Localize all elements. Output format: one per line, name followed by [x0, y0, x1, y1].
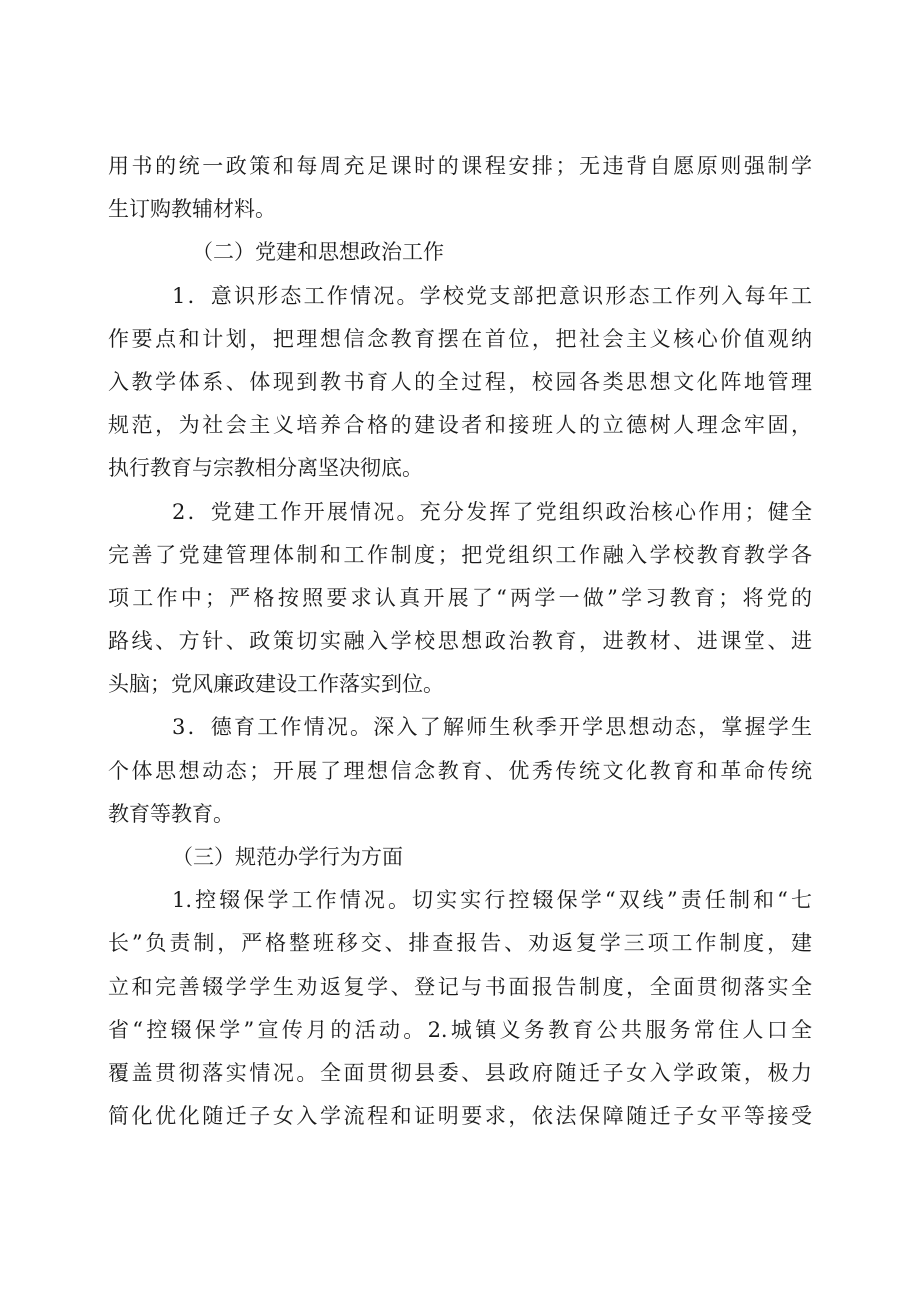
text-line: 个体思想动态；开展了理想信念教育、优秀传统文化教育和革命传统: [108, 758, 812, 783]
text-line: 规范，为社会主义培养合格的建设者和接班人的立德树人理念牢固，: [108, 413, 812, 438]
text-line: 2．党建工作开展情况。充分发挥了党组织政治核心作用；健全: [172, 499, 812, 524]
text-line: 用书的统一政策和每周充足课时的课程安排；无违背自愿原则强制学: [108, 154, 812, 178]
text-line: 简化优化随迁子女入学流程和证明要求，依法保障随迁子女平等接受: [108, 1104, 812, 1129]
document-body: [108, 145, 812, 1138]
text-line: 立和完善辍学学生劝返复学、登记与书面报告制度，全面贯彻落实全: [108, 974, 812, 999]
text-line: 执行教育与宗教相分离坚决彻底。: [108, 456, 423, 481]
text-line: 作要点和计划，把理想信念教育摆在首位，把社会主义核心价值观纳: [108, 326, 812, 351]
text-line: 省“控辍保学”宣传月的活动。2.城镇义务教育公共服务常住人口全: [108, 1017, 812, 1042]
text-line: 1.控辍保学工作情况。切实实行控辍保学“双线”责任制和“七: [172, 888, 812, 913]
text-line: 项工作中；严格按照要求认真开展了“两学一做”学习教育；将党的: [108, 585, 812, 610]
text-line: 生订购教辅材料。: [108, 197, 276, 222]
text-line: 教育等教育。: [108, 801, 234, 826]
text-line: 3．德育工作情况。深入了解师生秋季开学思想动态，掌握学生: [172, 715, 812, 740]
text-line: 完善了党建管理体制和工作制度；把党组织工作融入学校教育教学各: [108, 542, 812, 567]
text-line: （三）规范办学行为方面: [172, 845, 403, 869]
text-line: （二）党建和思想政治工作: [192, 240, 444, 265]
text-line: 头脑；党风廉政建设工作落实到位。: [108, 672, 444, 697]
text-line: 入教学体系、体现到教书育人的全过程，校园各类思想文化阵地管理: [108, 369, 812, 394]
text-line: 路线、方针、政策切实融入学校思想政治教育，进教材、进课堂、进: [108, 629, 812, 654]
text-line: 覆盖贯彻落实情况。全面贯彻县委、县政府随迁子女入学政策，极力: [108, 1060, 812, 1085]
text-line: 长”负责制，严格整班移交、排查报告、劝返复学三项工作制度，建: [108, 931, 812, 956]
text-line: 1．意识形态工作情况。学校党支部把意识形态工作列入每年工: [172, 283, 812, 308]
